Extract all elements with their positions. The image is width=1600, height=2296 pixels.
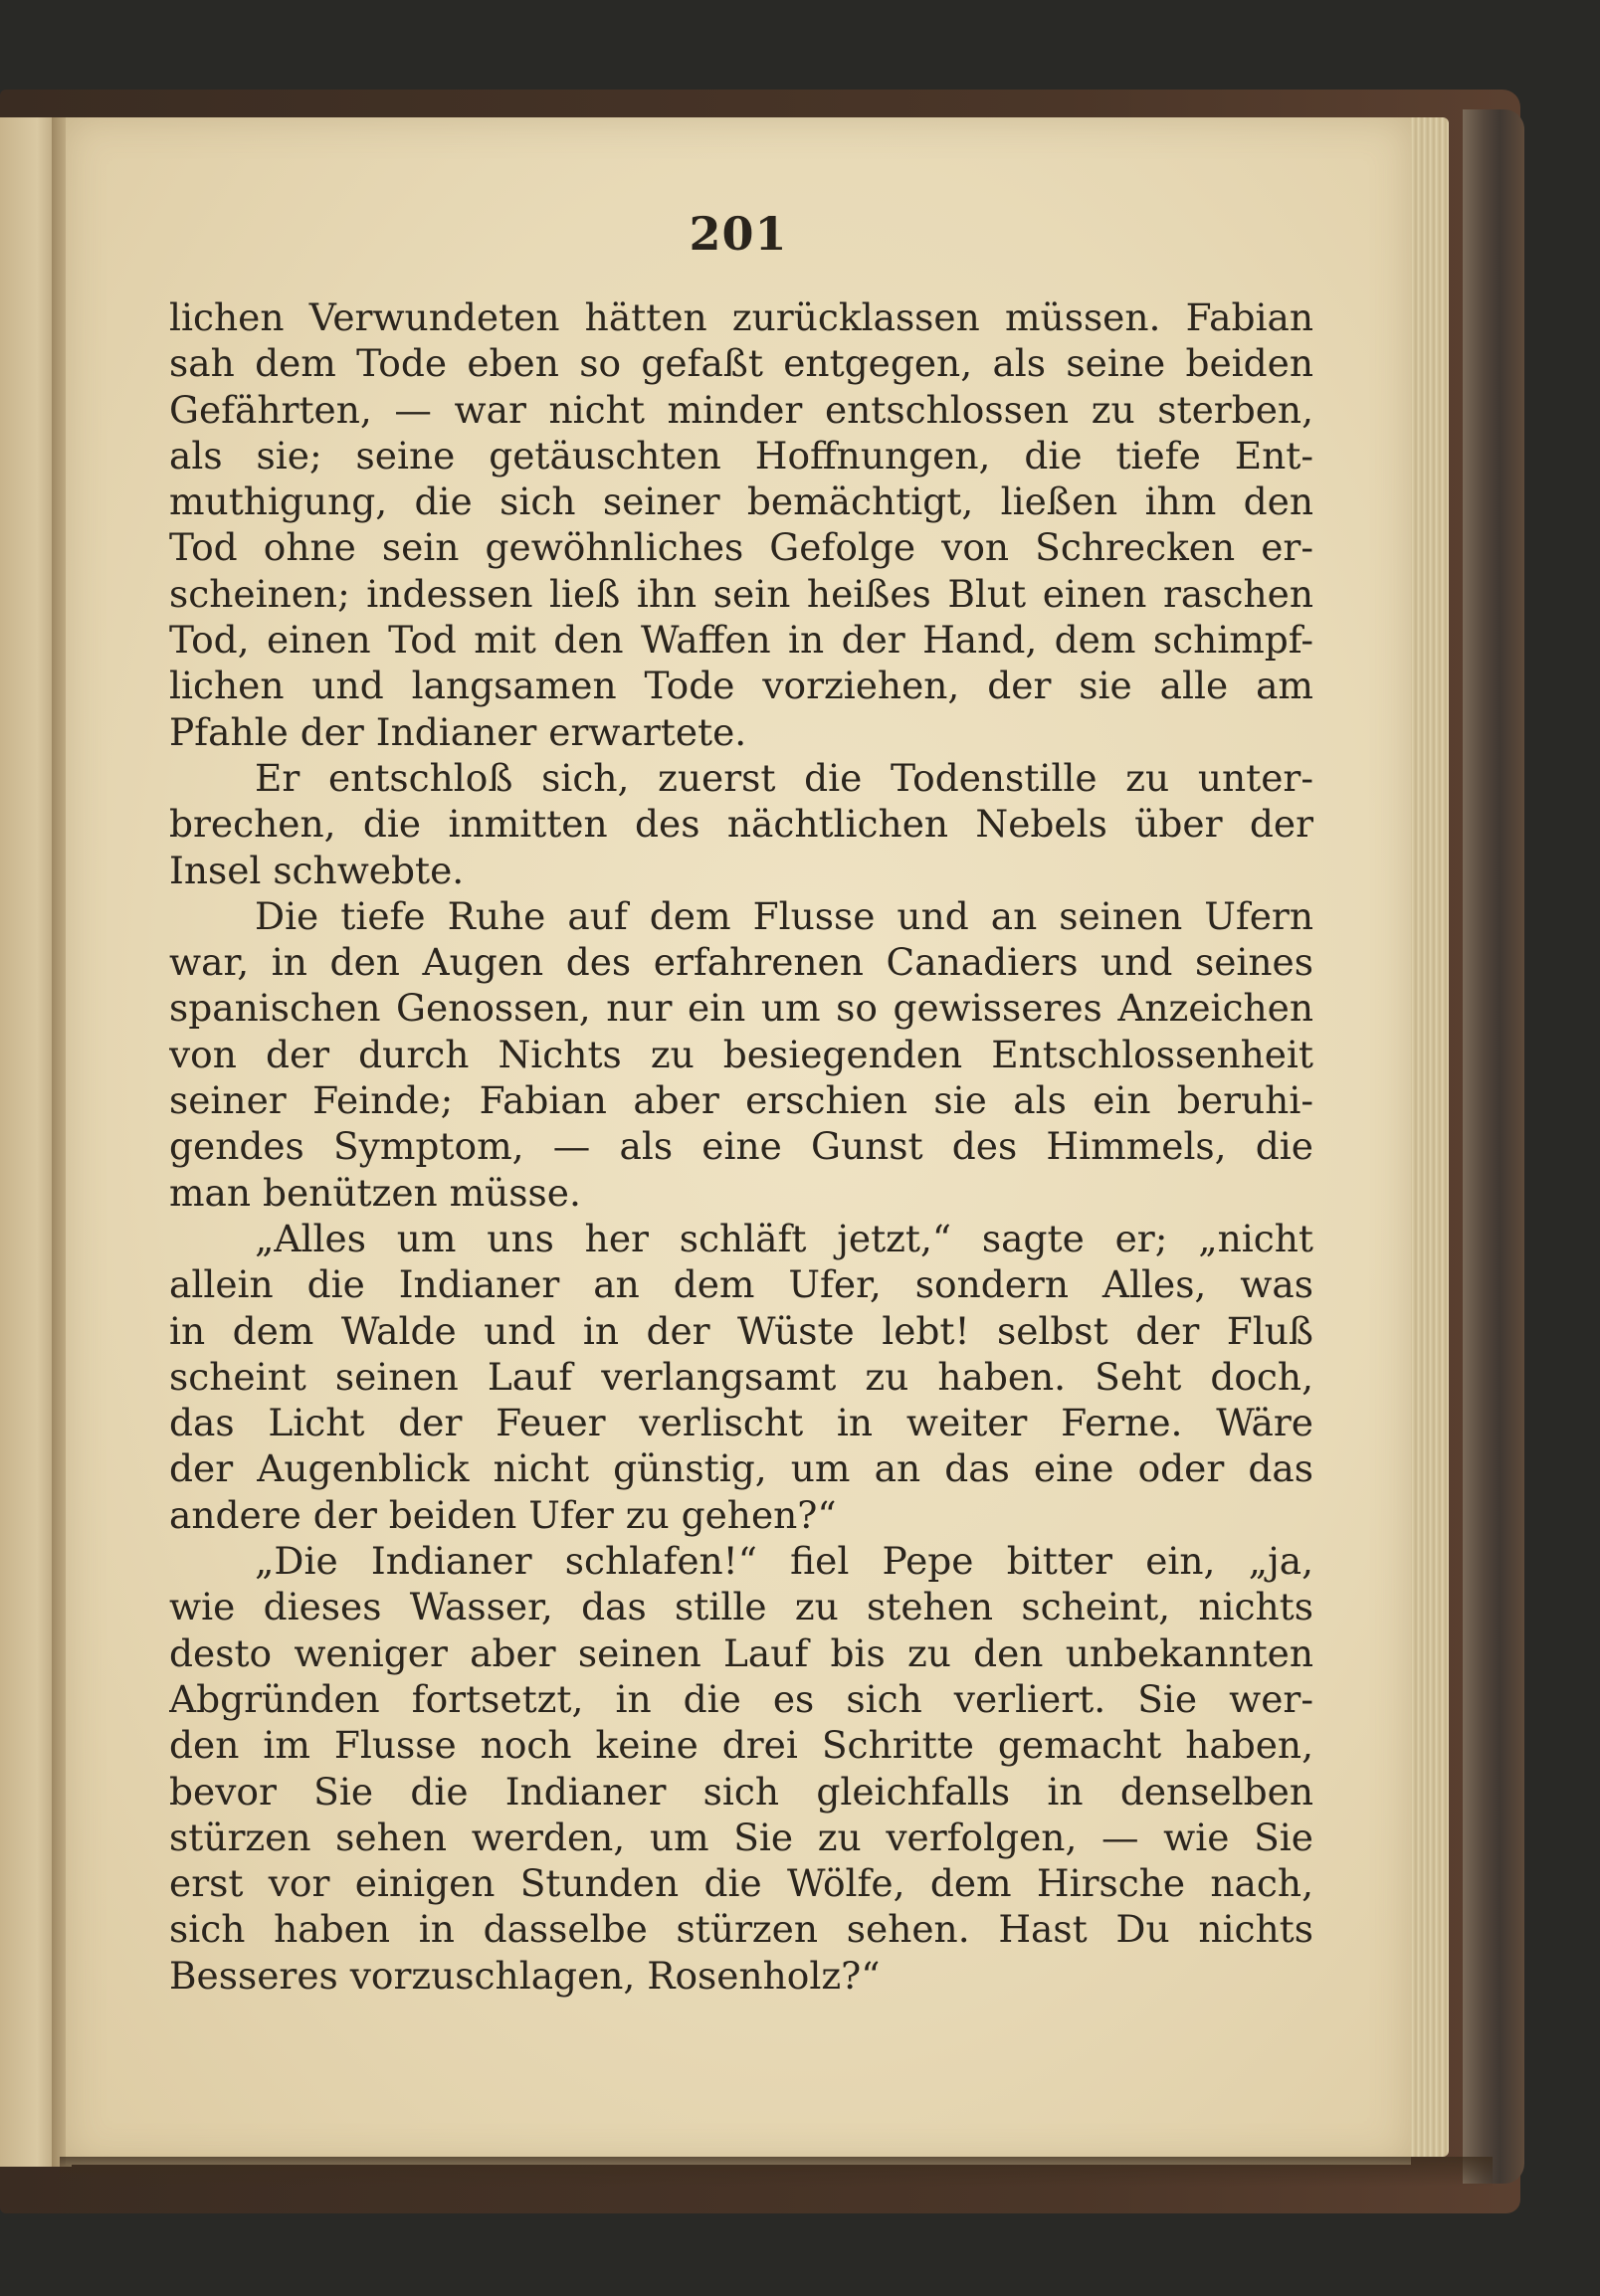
text-line: Besseres vorzuschlagen, Rosenholz?“	[169, 1953, 881, 1998]
text-line: scheint seinen Lauf verlangsamt zu haben. Seht doch,	[169, 1354, 1313, 1399]
text-line: spanischen Genossen, nur ein um so gewisseres Anzeichen	[169, 986, 1313, 1031]
text-line: man benützen müsse.	[169, 1170, 581, 1215]
text-line: seiner Feinde; Fabian aber erschien sie als ein beruhi-	[169, 1078, 1313, 1123]
text-line: Tod, einen Tod mit den Waffen in der Hand, dem schimpf-	[169, 618, 1313, 663]
text-line: sich haben in dasselbe stürzen sehen. Hast Du nichts	[169, 1907, 1313, 1952]
text-line: desto weniger aber seinen Lauf bis zu den unbekannten	[169, 1630, 1313, 1675]
text-line: muthigung, die sich seiner bemächtigt, ließen ihm den	[169, 479, 1313, 524]
text-line: den im Flusse noch keine drei Schritte gemacht haben,	[169, 1723, 1313, 1768]
text-line: sah dem Tode eben so gefaßt entgegen, als seine beiden	[169, 341, 1313, 386]
text-line: Pfahle der Indianer erwartete.	[169, 709, 747, 754]
text-line: Die tiefe Ruhe auf dem Flusse und an seinen Ufern	[255, 893, 1313, 938]
text-line: das Licht der Feuer verlischt in weiter Ferne. Wäre	[169, 1401, 1313, 1445]
text-line: gendes Symptom, — als eine Gunst des Himmels, die	[169, 1124, 1313, 1169]
text-line: stürzen sehen werden, um Sie zu verfolgen, — wie Sie	[169, 1815, 1313, 1859]
text-line: von der durch Nichts zu besiegenden Entschlossenheit	[169, 1032, 1313, 1076]
text-line: scheinen; indessen ließ ihn sein heißes Blut einen raschen	[169, 571, 1313, 616]
text-line: war, in den Augen des erfahrenen Canadiers und seines	[169, 940, 1313, 985]
page-number: 201	[689, 207, 788, 261]
page-text-block	[169, 294, 1313, 1999]
text-line: Gefährten, — war nicht minder entschlossen zu sterben,	[169, 387, 1313, 432]
text-line: der Augenblick nicht günstig, um an das eine oder das	[169, 1446, 1313, 1491]
text-line: brechen, die inmitten des nächtlichen Nebels über der	[169, 802, 1313, 847]
page-bottom-shadow	[60, 2157, 1493, 2187]
text-line: Er entschloß sich, zuerst die Todenstille zu unter-	[255, 755, 1313, 800]
text-line: Abgründen fortsetzt, in die es sich verliert. Sie wer-	[169, 1676, 1313, 1721]
text-line: bevor Sie die Indianer sich gleichfalls in denselben	[169, 1769, 1313, 1814]
text-line: als sie; seine getäuschten Hoffnungen, die tiefe Ent-	[169, 433, 1313, 478]
text-line: Insel schwebte.	[169, 848, 465, 892]
text-line: in dem Walde und in der Wüste lebt! selbst der Fluß	[169, 1308, 1313, 1353]
book-spine-edge	[1463, 109, 1524, 2184]
text-line: Tod ohne sein gewöhnliches Gefolge von Schrecken er-	[169, 525, 1313, 570]
book-page	[66, 117, 1411, 2165]
text-line: andere der beiden Ufer zu gehen?“	[169, 1492, 837, 1537]
text-line: erst vor einigen Stunden die Wölfe, dem Hirsche nach,	[169, 1861, 1313, 1906]
text-line: lichen Verwundeten hätten zurücklassen müssen. Fabian	[169, 295, 1313, 339]
text-line: wie dieses Wasser, das stille zu stehen scheint, nichts	[169, 1585, 1313, 1629]
text-line: lichen und langsamen Tode vorziehen, der sie alle am	[169, 664, 1313, 708]
text-line: „Die Indianer schlafen!“ fiel Pepe bitter ein, „ja,	[255, 1539, 1313, 1584]
text-line: allein die Indianer an dem Ufer, sondern Alles, was	[169, 1262, 1313, 1307]
text-line: „Alles um uns her schläft jetzt,“ sagte er; „nicht	[255, 1216, 1313, 1260]
